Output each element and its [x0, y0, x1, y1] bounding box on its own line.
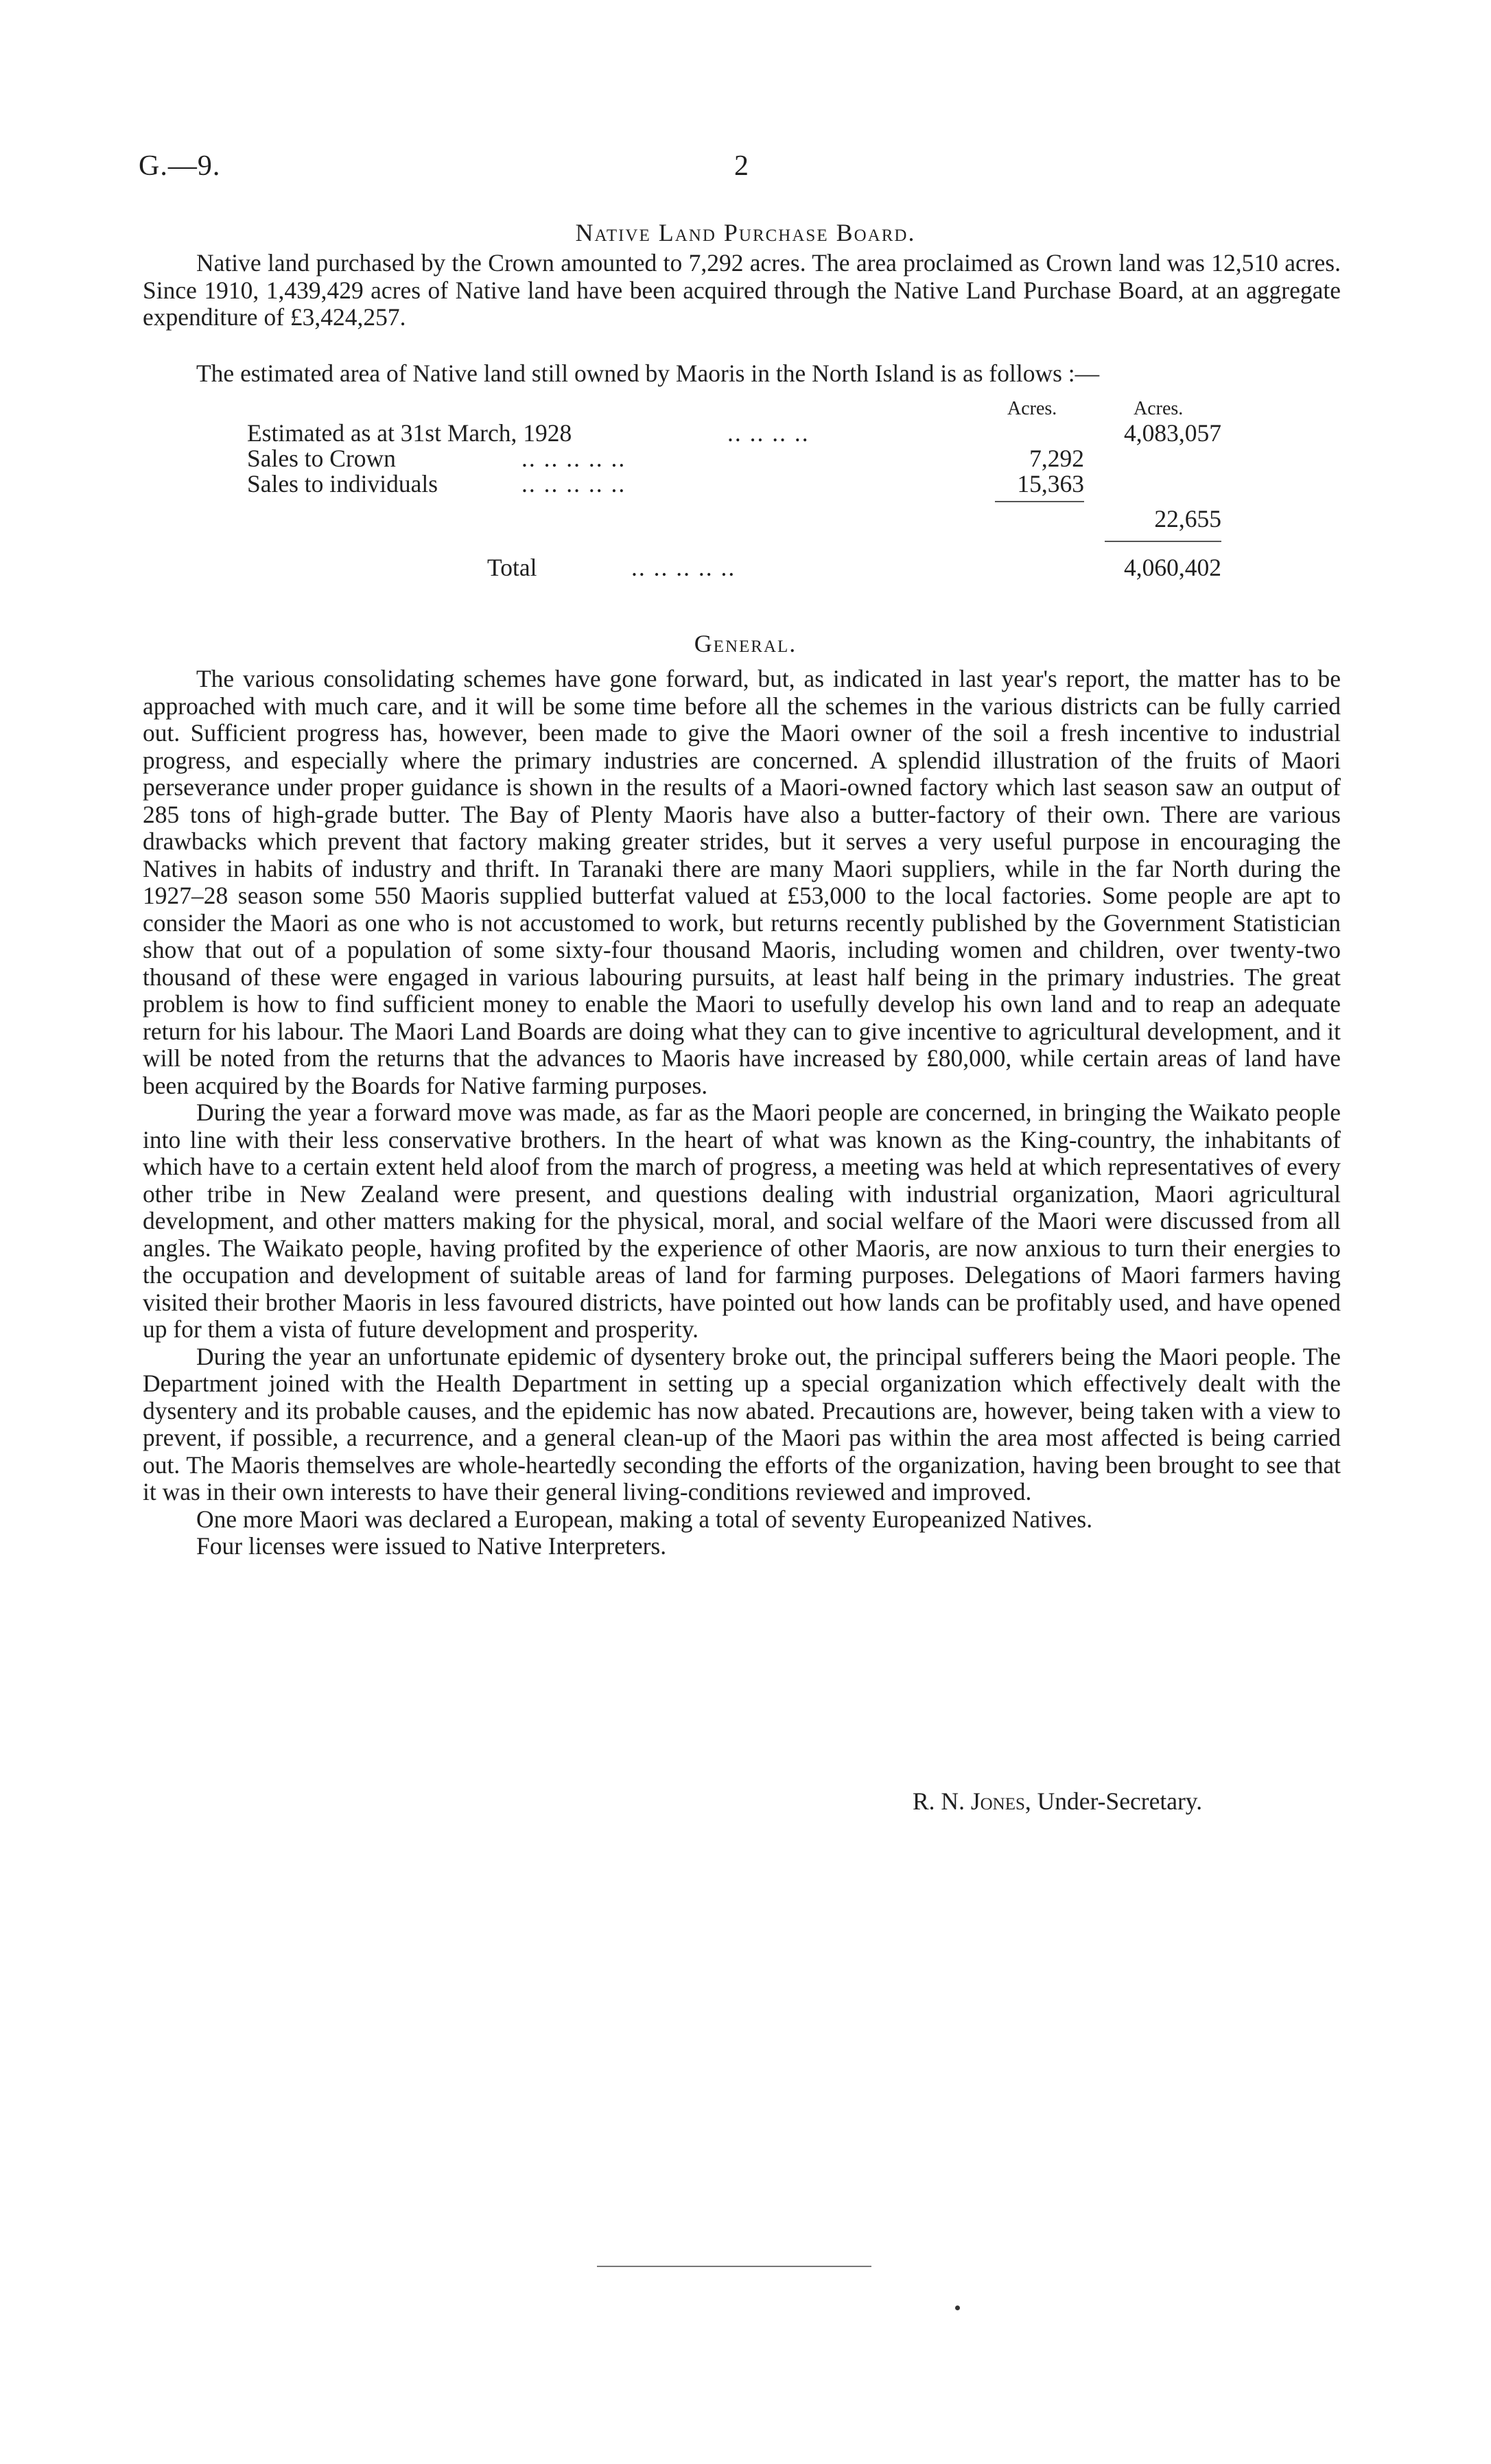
subtotal-rule	[995, 501, 1084, 502]
total-value: 4,060,402	[1124, 554, 1221, 581]
paragraph: Native land purchased by the Crown amounted to 7,292 acres. The area proclaimed as Crown land was 12,510 acres. Since 1910, 1,439,429 acres of Native land have been acquired through the Native Land Purchase Board, at an aggregate expenditure of £3,424,257.	[143, 249, 1341, 331]
table-row	[247, 469, 1249, 498]
total-label: Total	[487, 554, 537, 581]
section-heading-purchase-board: Native Land Purchase Board.	[575, 219, 916, 246]
purchase-board-paragraph	[143, 250, 1341, 331]
total-rule	[1105, 541, 1221, 542]
row-label: Sales to individuals	[247, 470, 438, 497]
signatory-title: Under-Secretary.	[1037, 1787, 1203, 1815]
row-label: Sales to Crown	[247, 445, 396, 472]
page-number: 2	[734, 150, 749, 182]
acres-value-1: 15,363	[1017, 470, 1084, 497]
acres-value-1: 7,292	[1029, 445, 1084, 472]
section-heading-general: General.	[694, 630, 797, 657]
table-intro: The estimated area of Native land still owned by Maoris in the North Island is as follows :—	[196, 360, 1100, 387]
table-row	[247, 419, 1249, 447]
column-header-acres-2: Acres.	[1134, 398, 1184, 419]
end-mark	[955, 2305, 960, 2310]
acres-value-2: 4,083,057	[1124, 419, 1221, 447]
table-row	[247, 504, 1249, 533]
table-row	[247, 444, 1249, 473]
table-total-row	[247, 553, 1249, 582]
signature	[913, 1787, 1202, 1816]
leader-dots: .. .. .. ..	[727, 419, 810, 447]
column-header-acres-1: Acres.	[1007, 398, 1057, 419]
end-rule	[597, 2266, 871, 2267]
general-body	[143, 666, 1341, 1560]
document-reference: G.—9.	[139, 150, 221, 182]
paragraph: The various consolidating schemes have gone forward, but, as indicated in last year's report, the matter has to be approached with much care, and it will be some time before all the schemes in the various districts can be fully carried out. Sufficient progress has, however, been made to give the Maori owner of the soil a fresh incentive to industrial progress, and especially where the primary industries are concerned. A splendid illustration of the fruits of Maori perseverance under proper guidance is shown in the results of a Maori-owned factory which last season saw an output of 285 tons of high-grade butter. The Bay of Plenty Maoris have also a butter-factory of their own. There are various drawbacks which prevent that factory making greater strides, but it serves a very useful purpose in encouraging the Natives in habits of industry and thrift. In Taranaki there are many Maori suppliers, while in the far North during the 1927–28 season some 550 Maoris supplied butterfat valued at £53,000 to the local factories. Some people are apt to consider the Maori as one who is not accustomed to work, but returns recently published by the Government Statistician show that out of a population of some sixty-four thousand Maoris, including women and children, over twenty-two thousand of these were engaged in various labouring pursuits, at least half being in the primary industries. The great problem is how to find sufficient money to enable the Maori to usefully develop his own land and to reap an adequate return for his labour. The Maori Land Boards are doing what they can to give incentive to agricultural development, and it will be noted from the returns that the advances to Maoris have increased by £80,000, while certain areas of land have been acquired by the Boards for Native farming purposes.	[143, 665, 1341, 1099]
paragraph: During the year an unfortunate epidemic of dysentery broke out, the principal sufferers being the Maori people. The Department joined with the Health Department in setting up a special organization which effectively dealt with the dysentery and its probable causes, and the epidemic has now abated. Precautions are, however, being taken with a view to prevent, if possible, a recurrence, and a general clean-up of the Maori pas within the area most affected is being carried out. The Maoris themselves are whole-heartedly seconding the efforts of the organization, having been brought to see that it was in their own interests to have their general living-conditions reviewed and improved.	[143, 1342, 1341, 1505]
signatory-name: R. N. Jones,	[913, 1787, 1031, 1815]
paragraph: One more Maori was declared a European, making a total of seventy Europeanized Natives.	[196, 1505, 1093, 1533]
leader-dots: .. .. .. .. ..	[631, 554, 736, 581]
acres-value-2: 22,655	[1154, 505, 1221, 532]
acreage-table	[247, 398, 1249, 604]
paragraph: Four licenses were issued to Native Interpreters.	[196, 1532, 667, 1560]
row-label: Estimated as at 31st March, 1928	[247, 419, 572, 447]
leader-dots: .. .. .. .. ..	[521, 470, 626, 497]
leader-dots: .. .. .. .. ..	[521, 445, 626, 472]
paragraph: During the year a forward move was made, as far as the Maori people are concerned, in bringing the Waikato people into line with their less conservative brothers. In the heart of what was known as the King-country, the inhabitants of which have to a certain extent held aloof from the march of progress, a meeting was held at which representatives of every other tribe in New Zealand were present, and questions dealing with industrial organization, Maori agricultural development, and other matters making for the physical, moral, and social welfare of the Maori were discussed from all angles. The Waikato people, having profited by the experience of other Maoris, are now anxious to turn their energies to the occupation and development of suitable areas of land for farming purposes. Delegations of Maori farmers having visited their brother Maoris in less favoured districts, have pointed out how lands can be profitably used, and have opened up for them a vista of future development and prosperity.	[143, 1099, 1341, 1343]
